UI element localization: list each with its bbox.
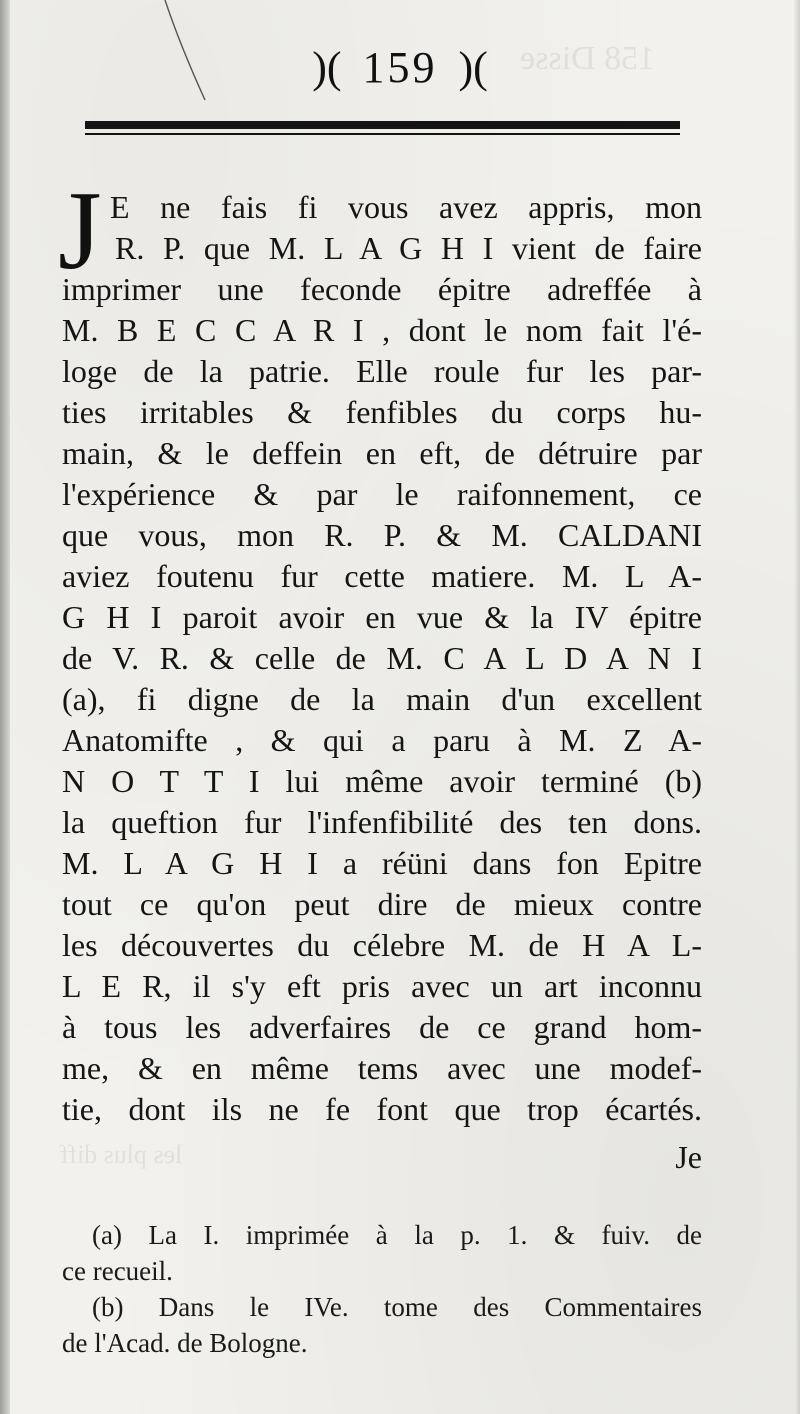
body-text-line: à tous les adverfaires de ce grand hom- (62, 1009, 702, 1045)
drop-cap-initial: J (58, 169, 102, 293)
body-text-line: L E R, il s'y eft pris avec un art inconnu (62, 968, 702, 1004)
body-text-line: tout ce qu'on peut dire de mieux contre (62, 886, 702, 922)
bleed-through-text: 158 Disse (520, 40, 656, 77)
body-text-line: tie, dont ils ne fe font que trop écartés. (62, 1091, 702, 1127)
header-left-ornament: )( (312, 43, 342, 92)
body-text-line: la queftion fur l'infenfibilité des ten dons. (62, 804, 702, 840)
body-text-line: les découvertes du célebre M. de H A L- (62, 927, 702, 963)
running-header (0, 38, 800, 98)
body-text-line: imprimer une feconde épitre adreffée à (62, 271, 702, 307)
body-text-line: G H I paroit avoir en vue & la IV épitre (62, 599, 702, 635)
bleed-through-text: les plus diff (60, 1140, 183, 1169)
footnote-a-line: ce recueil. (62, 1256, 173, 1286)
body-text-line: M. L A G H I a réüni dans fon Epitre (62, 845, 702, 881)
body-text-line: me, & en même tems avec une modef- (62, 1050, 702, 1086)
body-text-line: que vous, mon R. P. & M. CALDANI (62, 517, 702, 553)
body-text-line: main, & le deffein en eft, de détruire par (62, 435, 702, 471)
body-text-line: ties irritables & fenfibles du corps hu- (62, 394, 702, 430)
body-text-line: l'expérience & par le raifonnement, ce (62, 476, 702, 512)
footnote-b-line: de l'Acad. de Bologne. (62, 1328, 308, 1358)
page-edge (794, 0, 800, 1414)
book-spine-shadow (0, 0, 10, 1414)
header-rule-thin (85, 133, 680, 135)
header-right-ornament: )( (458, 43, 488, 92)
footnote-b-line: (b) Dans le IVe. tome des Commentaires (92, 1292, 702, 1322)
body-text-line: R. P. que M. L A G H I vient de faire (115, 230, 702, 266)
body-text-line: loge de la patrie. Elle roule fur les par- (62, 353, 702, 389)
header-rule-thick (85, 121, 680, 129)
footnote-a-line: (a) La I. imprimée à la p. 1. & fuiv. de (92, 1220, 702, 1250)
body-text-line: de V. R. & celle de M. C A L D A N I (62, 640, 702, 676)
body-text-line: Anatomifte , & qui a paru à M. Z A- (62, 722, 702, 758)
body-text-line: aviez foutenu fur cette matiere. M. L A- (62, 558, 702, 594)
body-text-line: (a), fi digne de la main d'un excellent (62, 681, 702, 717)
body-text-line: M. B E C C A R I , dont le nom fait l'é- (62, 312, 702, 348)
page-number: 159 (362, 43, 438, 92)
catchword: Je (675, 1139, 702, 1175)
body-text-line: E ne fais fi vous avez appris, mon (110, 189, 702, 225)
body-text-line: N O T T I lui même avoir terminé (b) (62, 763, 702, 799)
